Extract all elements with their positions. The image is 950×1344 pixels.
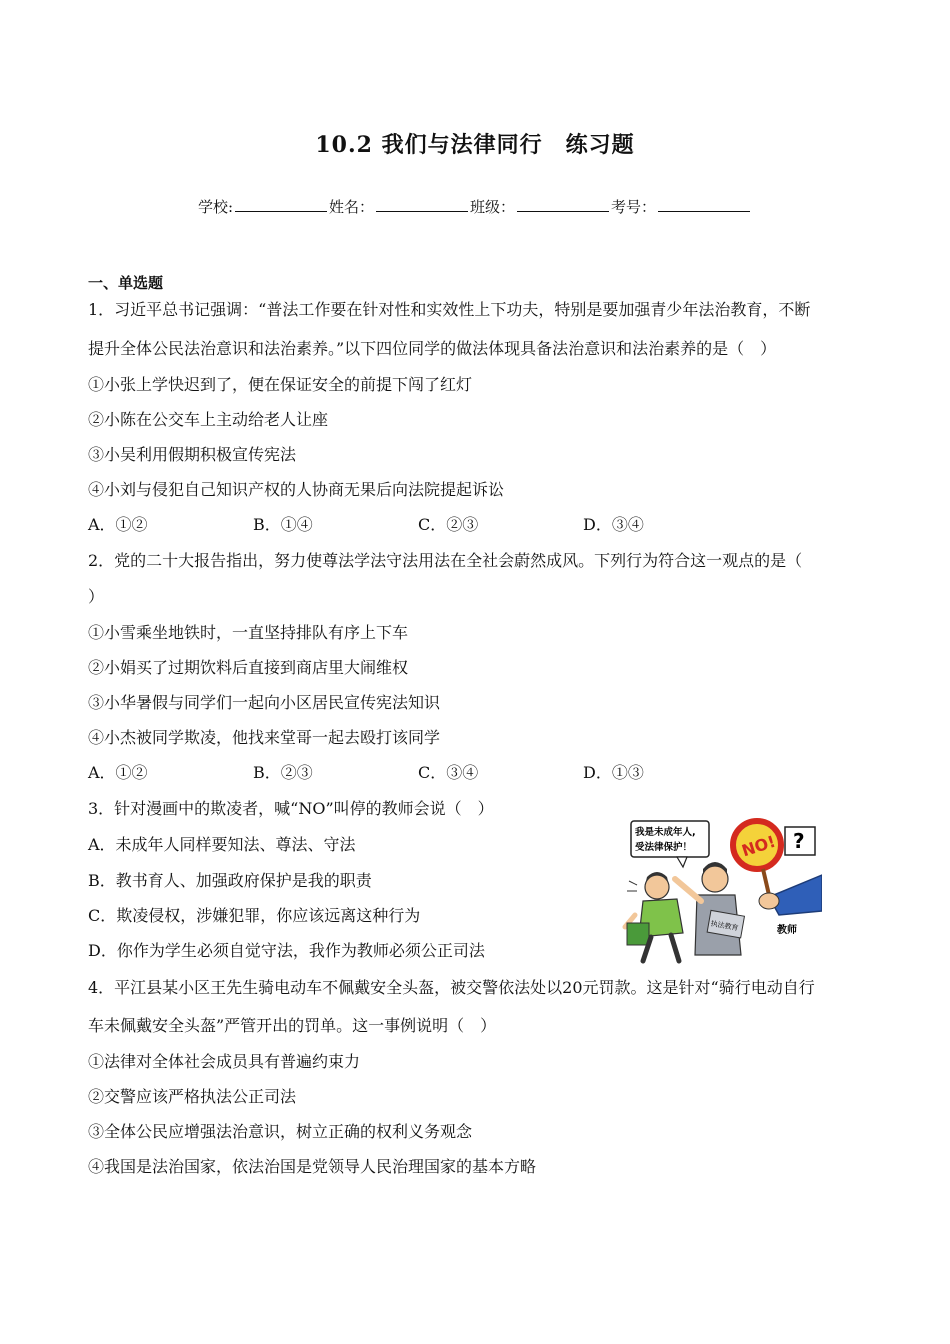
q1-option-c[interactable]: C．②③: [418, 515, 479, 534]
q1-item-1: ①小张上学快迟到了，便在保证安全的前提下闯了红灯: [88, 375, 473, 394]
q1-item-3: ③小吴利用假期积极宣传宪法: [88, 445, 297, 464]
q1-option-d[interactable]: D．③④: [583, 515, 644, 534]
class-label: 班级：: [470, 198, 516, 216]
q2-item-4: ④小杰被同学欺凌，他找来堂哥一起去殴打该同学: [88, 728, 441, 747]
q4-item-1: ①法律对全体社会成员具有普遍约束力: [88, 1052, 361, 1071]
q1-option-b[interactable]: B．①④: [253, 515, 313, 534]
no-sign-text: NO!: [739, 831, 778, 861]
q4-item-3: ③全体公民应增强法治意识，树立正确的权利义务观念: [88, 1122, 473, 1141]
q1-item-4: ④小刘与侵犯自己知识产权的人协商无果后向法院提起诉讼: [88, 480, 505, 499]
school-blank: [235, 197, 327, 212]
q3-option-a[interactable]: A．未成年人同样要知法、尊法、守法: [88, 835, 356, 854]
q4-stem-line2: 车未佩戴安全头盔”严管开出的罚单。这一事例说明（ ）: [88, 1016, 497, 1035]
q3-option-c[interactable]: C．欺凌侵权，涉嫌犯罪，你应该远离这种行为: [88, 906, 421, 925]
name-blank: [376, 197, 468, 212]
q4-item-2: ②交警应该严格执法公正司法: [88, 1087, 297, 1106]
page-title: 10.2 我们与法律同行 练习题: [315, 132, 635, 158]
q1-item-2: ②小陈在公交车上主动给老人让座: [88, 410, 329, 429]
teacher-arm: [769, 875, 822, 915]
q2-option-a[interactable]: A．①②: [88, 763, 148, 782]
q2-item-3: ③小华暑假与同学们一起向小区居民宣传宪法知识: [88, 693, 441, 712]
q2-option-b[interactable]: B．②③: [253, 763, 313, 782]
section-heading: 一、单选题: [88, 274, 164, 292]
q2-option-c[interactable]: C．③④: [418, 763, 479, 782]
q4-item-4: ④我国是法治国家，依法治国是党领导人民治理国家的基本方略: [88, 1157, 537, 1176]
bullying-comic-image: [617, 815, 822, 965]
q1-option-a[interactable]: A．①②: [88, 515, 148, 534]
bubble-text-2: 受法律保护！: [635, 842, 693, 853]
q4-stem-line1: 4．平江县某小区王先生骑电动车不佩戴安全头盔，被交警依法处以20元罚款。这是针对“骑行电动自行: [88, 978, 815, 997]
exam-no-blank: [658, 197, 750, 212]
student-info-line: [0, 196, 950, 217]
q2-item-1: ①小雪乘坐地铁时，一直坚持排队有序上下车: [88, 623, 409, 642]
q1-stem-line2: 提升全体公民法治意识和法治素养。”以下四位同学的做法体现具备法治意识和法治素养的是（ ）: [88, 339, 777, 358]
bubble-text-1: 我是未成年人,: [635, 827, 696, 838]
bag-text: 执法教育: [709, 919, 739, 933]
q2-stem-line2: ）: [88, 587, 105, 606]
victim-figure: [645, 875, 669, 899]
exam-no-label: 考号：: [611, 198, 657, 216]
class-blank: [517, 197, 609, 212]
name-label: 姓名：: [329, 198, 375, 216]
teacher-label: 教师: [777, 925, 797, 936]
q3-option-b[interactable]: B．教书育人、加强政府保护是我的职责: [88, 871, 372, 890]
q3-option-d[interactable]: D．你作为学生必须自觉守法，我作为教师必须公正司法: [88, 941, 485, 960]
q2-option-d[interactable]: D．①③: [583, 763, 644, 782]
q2-stem-line1: 2．党的二十大报告指出，努力使尊法学法守法用法在全社会蔚然成风。下列行为符合这一观点的是（: [88, 551, 803, 570]
question-mark: ?: [793, 829, 805, 853]
school-label: 学校:: [197, 198, 233, 216]
q2-item-2: ②小娟买了过期饮料后直接到商店里大闹维权: [88, 658, 409, 677]
q3-stem: 3．针对漫画中的欺凌者，喊“NO”叫停的教师会说（ ）: [88, 799, 494, 818]
q1-stem-line1: 1．习近平总书记强调：“普法工作要在针对性和实效性上下功夫，特别是要加强青少年法治教育，不断: [88, 300, 811, 319]
